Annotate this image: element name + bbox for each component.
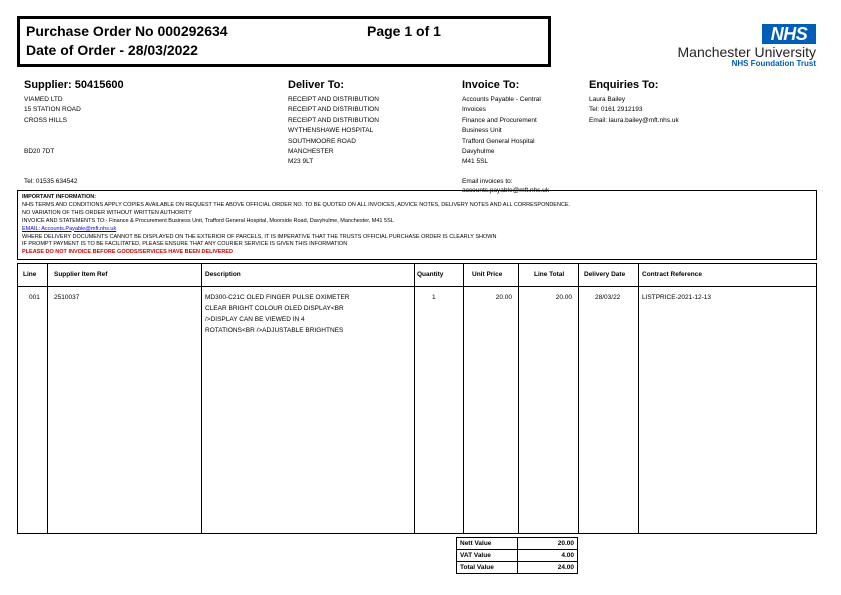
address-line: BD20 7DT bbox=[24, 148, 55, 155]
col-header-ref: Supplier Item Ref bbox=[54, 271, 108, 278]
line-items-table bbox=[17, 263, 817, 534]
row-line-no: 001 bbox=[29, 294, 40, 301]
total-label: Total Value bbox=[457, 562, 518, 574]
vat-value: 4.00 bbox=[518, 550, 578, 562]
col-header-quantity: Quantity bbox=[417, 271, 444, 278]
org-trust: NHS Foundation Trust bbox=[731, 59, 816, 68]
important-title: IMPORTANT INFORMATION: bbox=[22, 194, 97, 200]
address-line: MANCHESTER bbox=[288, 148, 334, 156]
col-header-contract: Contract Reference bbox=[642, 271, 702, 278]
invoice-email[interactable]: accounts.payable@mft.nhs.uk bbox=[462, 187, 550, 194]
important-line: NHS TERMS AND CONDITIONS APPLY COPIES AVAILABLE ON REQUEST THE ABOVE OFFICIAL ORDER NO. TO BE QUOTED ON ALL INVOICES, ADVICE NOTES, DELIVERY NOTES AND ALL CORRESPONDENCE. bbox=[22, 201, 571, 208]
col-header-line: Line bbox=[23, 271, 37, 278]
nhs-logo: NHS bbox=[762, 24, 816, 44]
supplier-tel: Tel: 01535 634542 bbox=[24, 178, 78, 185]
important-line: IF PROMPT PAYMENT IS TO BE FACILITATED, PLEASE ENSURE THAT ANY COURIER SERVICE IS GIVEN THIS INFORMATION bbox=[22, 241, 348, 248]
col-header-description: Description bbox=[205, 271, 241, 278]
net-label: Nett Value bbox=[457, 538, 518, 550]
contact-tel: Tel: 0161 2912193 bbox=[589, 106, 643, 114]
supplier-address bbox=[24, 95, 81, 157]
address-line: Accounts Payable - Central bbox=[462, 96, 541, 103]
po-number: Purchase Order No 000292634 bbox=[26, 23, 228, 39]
row-contract-ref: LISTPRICE-2021-12-13 bbox=[642, 294, 712, 301]
address-line: VIAMED LTD bbox=[24, 96, 63, 103]
invoice-heading: Invoice To: bbox=[462, 79, 520, 91]
org-name: Manchester University bbox=[677, 44, 816, 60]
col-header-line-total: Line Total bbox=[534, 271, 565, 278]
address-line: Trafford General Hospital bbox=[462, 137, 535, 145]
invoice-email-label: Email invoices to: bbox=[462, 178, 513, 185]
row-quantity: 1 bbox=[432, 294, 436, 301]
invoice-warning: PLEASE DO NOT INVOICE BEFORE GOODS/SERVICES HAVE BEEN DELIVERED bbox=[22, 249, 233, 256]
address-line: Business Unit bbox=[462, 127, 502, 135]
address-line: Finance and Procurement bbox=[462, 116, 537, 124]
contact-email[interactable]: Email: laura.bailey@mft.nhs.uk bbox=[589, 116, 679, 124]
important-info-box bbox=[17, 190, 817, 260]
header-divider bbox=[18, 286, 816, 287]
net-value: 20.00 bbox=[518, 538, 578, 550]
total-row bbox=[457, 562, 578, 574]
address-line: SOUTHMOORE ROAD bbox=[288, 137, 356, 145]
col-header-delivery-date: Delivery Date bbox=[584, 271, 626, 278]
address-line: WYTHENSHAWE HOSPITAL bbox=[288, 127, 374, 135]
important-line: WHERE DELIVERY DOCUMENTS CANNOT BE DISPLAYED ON THE EXTERIOR OF PARCELS, IT IS IMPERATIVE THAT THE TRUSTS OFFICIAL PURCHASE ORDER IS CLEARLY SHOWN bbox=[22, 233, 497, 240]
row-line-total: 20.00 bbox=[555, 294, 572, 301]
vat-label: VAT Value bbox=[457, 550, 518, 562]
address-line: Invoices bbox=[462, 106, 486, 114]
vat-row bbox=[457, 550, 578, 562]
address-line: RECEIPT AND DISTRIBUTION bbox=[288, 106, 379, 114]
important-email-link[interactable]: EMAIL: Accounts.Payable@mft.nhs.uk bbox=[22, 225, 117, 232]
important-line: NO VARIATION OF THIS ORDER WITHOUT WRITTEN AUTHORITY bbox=[22, 209, 192, 216]
row-delivery-date: 28/03/22 bbox=[595, 294, 621, 301]
address-line: RECEIPT AND DISTRIBUTION bbox=[288, 116, 379, 124]
row-description: MD300-C21C OLED FINGER PULSE OXIMETER CLEAR BRIGHT COLOUR OLED DISPLAY<BR />DISPLAY CAN BE VIEWED IN 4 ROTATIONS<BR />ADJUSTABLE BRIGHTNES bbox=[205, 294, 350, 334]
address-line: 15 STATION ROAD bbox=[24, 106, 81, 114]
contact-name: Laura Bailey bbox=[589, 96, 626, 103]
deliver-address bbox=[288, 95, 379, 168]
row-unit-price: 20.00 bbox=[495, 294, 512, 301]
order-date: Date of Order - 28/03/2022 bbox=[26, 42, 198, 58]
address-line: CROSS HILLS bbox=[24, 116, 67, 124]
deliver-heading: Deliver To: bbox=[288, 79, 345, 91]
title-box bbox=[17, 16, 551, 67]
address-line: M23 9LT bbox=[288, 158, 314, 166]
row-item-ref: 2510037 bbox=[54, 294, 80, 301]
col-header-unit-price: Unit Price bbox=[472, 271, 503, 278]
totals-table bbox=[456, 537, 578, 574]
net-row bbox=[457, 538, 578, 550]
address-line: Davyhulme bbox=[462, 148, 495, 156]
total-value: 24.00 bbox=[518, 562, 578, 574]
important-line: INVOICE AND STATEMENTS TO:- Finance & Procurement Business Unit, Trafford General Hospital, Moorside Road, Davyhulme, Manchester, M41 5SL bbox=[22, 217, 394, 224]
address-line: M41 5SL bbox=[462, 158, 489, 166]
page-number: Page 1 of 1 bbox=[367, 23, 441, 39]
address-line: RECEIPT AND DISTRIBUTION bbox=[288, 96, 379, 103]
enquiries-contact bbox=[589, 95, 679, 126]
invoice-address bbox=[462, 95, 541, 168]
enquiries-heading: Enquiries To: bbox=[589, 79, 659, 91]
supplier-heading: Supplier: 50415600 bbox=[24, 79, 124, 91]
